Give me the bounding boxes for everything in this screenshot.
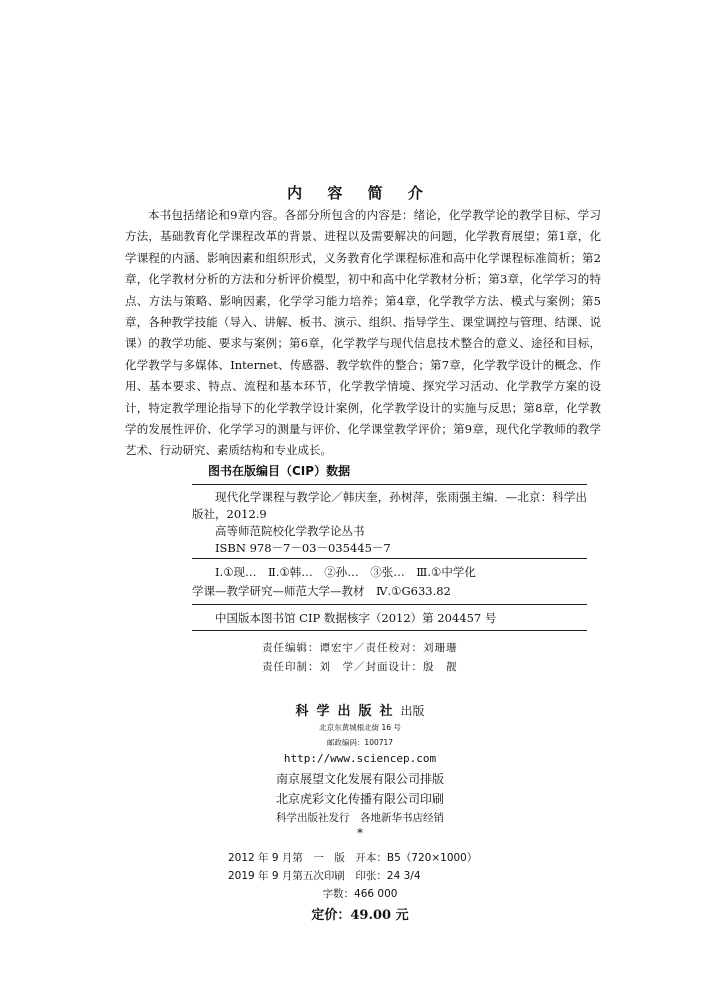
publisher-logo: 科学出版社	[295, 704, 401, 719]
publisher-line	[0, 700, 720, 719]
staff-line-printing: 责任印制：刘 学／封面设计：殷 靓	[262, 661, 458, 673]
cip-class-line1: Ⅰ.①现… Ⅱ.①韩… ②孙… ③张… Ⅲ.①中学化	[215, 565, 476, 579]
distribution-line: 科学出版社发行 各地新华书店经销	[276, 812, 444, 824]
edition-line: 2012 年 9 月第 一 版 开本：B5（720×1000）	[228, 852, 478, 864]
cip-number: 中国版本图书馆 CIP 数据核字（2012）第 204457 号	[215, 611, 497, 625]
publisher-suffix: 出版	[400, 704, 425, 718]
cip-series: 高等师范院校化学教学论丛书	[215, 524, 365, 538]
word-count: 字数：466 000	[322, 888, 398, 900]
cip-middle-rule	[192, 558, 587, 559]
publisher-website: http://www.sciencep.com	[283, 752, 437, 765]
cip-top-rule	[192, 484, 587, 485]
cip-entry	[192, 489, 587, 557]
printer-line: 北京虎彩文化传播有限公司印刷	[275, 792, 444, 806]
price: 定价：49.00 元	[311, 908, 409, 923]
printing-line: 2019 年 9 月第五次印刷 印张：24 3/4	[228, 870, 421, 882]
publisher-address: 北京东黄城根北街 16 号	[319, 723, 401, 732]
cip-lower-rule	[192, 604, 587, 605]
cip-bottom-rule	[192, 630, 587, 631]
summary-body: 本书包括绪论和9章内容。各部分所包含的内容是：绪论，化学教学论的教学目标、学习方法，基础教育化学课程改革的背景、进程以及需要解决的问题，化学教育展望；第1章，化学课程的内涵、影响因素和组织形式，义务教育化学课程标准和高中化学课程标准简析；第2章，化学教材分析的方法和分析评价模型，初中和高中化学教材分析；第3章，化学学习的特点、方法与策略、影响因素，化学学习能力培养；第4章，化学教学方法、模式与案例；第5章，各种教学技能（导入、讲解、板书、演示、组织、指导学生、课堂调控与管理、结课、说课）的教学功能、要求与案例；第6章，化学教学与现代信息技术整合的意义、途径和目标，化学教学与多媒体、Internet、传感器、教学软件的整合；第7章，化学教学设计的概念、作用、基本要求、特点、流程和基本环节，化学教学情境、探究学习活动、化学教学方案的设计，特定教学理论指导下的化学教学设计案例，化学教学设计的实施与反思；第8章，化学教学的发展性评价、化学学习的测量与评价、化学课堂教学评价；第9章，现代化学教师的教学艺术、行动研究、素质结构和专业成长。	[125, 208, 601, 458]
cip-title-responsibility: 现代化学课程与教学论／韩庆奎，孙树萍，张雨强主编．—北京：科学出版社，2012.9	[192, 490, 587, 521]
summary-title: 内 容 简 介	[287, 184, 433, 202]
cip-isbn: ISBN 978－7－03－035445－7	[215, 541, 391, 555]
staff-line-editor: 责任编辑：谭宏宇／责任校对：刘珊珊	[262, 642, 458, 654]
divider-asterisk: *	[357, 826, 363, 840]
cip-classification	[192, 563, 587, 601]
typesetter-line: 南京展望文化发展有限公司排版	[275, 772, 444, 786]
publisher-postcode: 邮政编码：100717	[326, 738, 394, 747]
cip-heading: 图书在版编目（CIP）数据	[208, 464, 351, 478]
cip-class-line2: 学课—教学研究—师范大学—教材 Ⅳ.①G633.82	[192, 584, 451, 598]
